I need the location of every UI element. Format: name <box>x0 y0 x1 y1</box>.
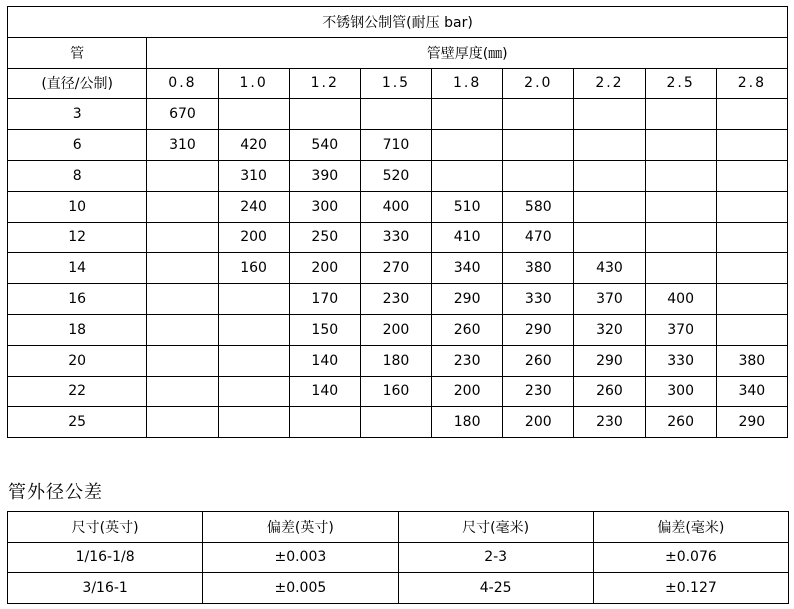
pressure-cell: 230 <box>360 284 431 315</box>
pressure-cell: 400 <box>360 191 431 222</box>
pressure-cell: 420 <box>218 130 289 161</box>
pressure-cell <box>147 222 218 253</box>
diameter-cell: 10 <box>8 191 147 222</box>
pressure-cell <box>218 376 289 407</box>
pressure-cell <box>289 407 360 438</box>
thickness-header: 管壁厚度(㎜) <box>147 37 788 68</box>
pressure-cell: 270 <box>360 253 431 284</box>
pressure-cell <box>147 407 218 438</box>
pressure-cell <box>218 345 289 376</box>
table-row <box>8 99 788 130</box>
tolerance-header-cell: 尺寸(英寸) <box>8 512 203 543</box>
table-row <box>8 345 788 376</box>
pressure-cell: 180 <box>360 345 431 376</box>
thickness-value-cell: 1.0 <box>218 68 289 99</box>
pressure-cell: 340 <box>716 376 787 407</box>
pressure-cell: 410 <box>432 222 503 253</box>
pressure-cell: 330 <box>360 222 431 253</box>
pressure-cell <box>716 191 787 222</box>
pressure-cell <box>645 253 716 284</box>
table-row <box>8 314 788 345</box>
pressure-cell: 330 <box>503 284 574 315</box>
table-row <box>8 130 788 161</box>
section-title: 管外径公差 <box>8 482 103 503</box>
pressure-cell: 200 <box>289 253 360 284</box>
table-row <box>8 160 788 191</box>
table-row <box>8 376 788 407</box>
pressure-cell: 230 <box>503 376 574 407</box>
pressure-cell <box>147 376 218 407</box>
pressure-cell: 260 <box>574 376 645 407</box>
pressure-cell: 290 <box>716 407 787 438</box>
tolerance-header-cell: 偏差(毫米) <box>593 512 788 543</box>
pressure-cell <box>574 99 645 130</box>
table-row <box>8 284 788 315</box>
pressure-cell <box>147 314 218 345</box>
pressure-cell <box>503 130 574 161</box>
pressure-cell <box>218 314 289 345</box>
pressure-cell: 150 <box>289 314 360 345</box>
pressure-cell <box>218 407 289 438</box>
pressure-cell: 200 <box>218 222 289 253</box>
thickness-value-cell: 1.2 <box>289 68 360 99</box>
pressure-cell <box>503 99 574 130</box>
tolerance-cell: 3/16-1 <box>8 573 203 604</box>
pressure-cell <box>503 160 574 191</box>
pressure-cell: 180 <box>432 407 503 438</box>
table-row <box>8 191 788 222</box>
pressure-cell: 330 <box>645 345 716 376</box>
pressure-cell <box>574 160 645 191</box>
pressure-cell <box>574 191 645 222</box>
tolerance-cell: ±0.076 <box>593 542 788 573</box>
pressure-cell: 260 <box>645 407 716 438</box>
header-row <box>8 37 788 68</box>
tolerance-cell: 1/16-1/8 <box>8 542 203 573</box>
pressure-cell: 140 <box>289 345 360 376</box>
pressure-cell <box>716 99 787 130</box>
table-title-row <box>8 7 788 38</box>
diameter-cell: 12 <box>8 222 147 253</box>
table-row <box>8 407 788 438</box>
pressure-cell <box>716 284 787 315</box>
table-row <box>8 222 788 253</box>
pressure-cell: 380 <box>716 345 787 376</box>
pressure-cell <box>432 99 503 130</box>
pressure-cell <box>645 222 716 253</box>
pressure-cell: 370 <box>574 284 645 315</box>
diameter-cell: 8 <box>8 160 147 191</box>
pressure-cell: 300 <box>289 191 360 222</box>
pressure-cell <box>716 130 787 161</box>
thickness-value-cell: 2.5 <box>645 68 716 99</box>
pressure-cell <box>218 284 289 315</box>
tolerance-cell: ±0.127 <box>593 573 788 604</box>
pressure-cell: 710 <box>360 130 431 161</box>
thickness-value-cell: 2.0 <box>503 68 574 99</box>
pressure-cell <box>147 191 218 222</box>
pressure-cell <box>716 160 787 191</box>
pressure-cell <box>716 222 787 253</box>
pressure-cell: 160 <box>360 376 431 407</box>
diameter-cell: 22 <box>8 376 147 407</box>
pressure-cell <box>716 253 787 284</box>
pressure-cell: 290 <box>432 284 503 315</box>
pressure-cell <box>574 222 645 253</box>
pressure-cell: 390 <box>289 160 360 191</box>
thickness-value-cell: 2.2 <box>574 68 645 99</box>
tolerance-header-cell: 尺寸(毫米) <box>398 512 593 543</box>
pressure-cell <box>645 99 716 130</box>
table-row <box>8 542 789 573</box>
pressure-cell <box>360 407 431 438</box>
diameter-cell: 3 <box>8 99 147 130</box>
diameter-cell: 6 <box>8 130 147 161</box>
pressure-table <box>7 6 788 438</box>
pressure-cell: 520 <box>360 160 431 191</box>
pressure-cell <box>218 99 289 130</box>
thickness-values-row <box>8 68 788 99</box>
thickness-value-cell: 1.5 <box>360 68 431 99</box>
table-row <box>8 573 789 604</box>
pressure-cell: 260 <box>503 345 574 376</box>
pressure-cell: 380 <box>503 253 574 284</box>
pressure-cell: 540 <box>289 130 360 161</box>
pressure-cell: 290 <box>574 345 645 376</box>
pressure-cell: 200 <box>360 314 431 345</box>
pressure-cell: 170 <box>289 284 360 315</box>
pressure-cell: 310 <box>218 160 289 191</box>
pressure-cell <box>432 130 503 161</box>
pressure-cell: 370 <box>645 314 716 345</box>
pressure-cell: 580 <box>503 191 574 222</box>
tolerance-cell: 2-3 <box>398 542 593 573</box>
pressure-cell <box>360 99 431 130</box>
pressure-cell: 470 <box>503 222 574 253</box>
pressure-cell: 400 <box>645 284 716 315</box>
pressure-cell <box>289 99 360 130</box>
tolerance-cell: ±0.005 <box>203 573 398 604</box>
thickness-value-cell: 2.8 <box>716 68 787 99</box>
diameter-cell: 14 <box>8 253 147 284</box>
pressure-cell <box>574 130 645 161</box>
pressure-cell: 320 <box>574 314 645 345</box>
pressure-cell: 200 <box>503 407 574 438</box>
pressure-cell: 310 <box>147 130 218 161</box>
pressure-cell: 140 <box>289 376 360 407</box>
tolerance-header-cell: 偏差(英寸) <box>203 512 398 543</box>
pressure-cell <box>716 314 787 345</box>
pressure-cell: 250 <box>289 222 360 253</box>
tolerance-header-row <box>8 512 789 543</box>
tolerance-table <box>7 511 789 604</box>
pressure-cell: 230 <box>574 407 645 438</box>
pressure-cell <box>645 191 716 222</box>
pressure-cell <box>147 284 218 315</box>
pressure-cell: 510 <box>432 191 503 222</box>
diameter-cell: 25 <box>8 407 147 438</box>
pressure-cell: 670 <box>147 99 218 130</box>
table-title: 不锈钢公制管(耐压 bar) <box>8 7 788 38</box>
thickness-value-cell: 1.8 <box>432 68 503 99</box>
diameter-cell: 20 <box>8 345 147 376</box>
table-row <box>8 253 788 284</box>
pressure-cell: 290 <box>503 314 574 345</box>
pressure-cell: 430 <box>574 253 645 284</box>
row-header-top: 管 <box>8 37 147 68</box>
thickness-value-cell: 0.8 <box>147 68 218 99</box>
pressure-cell <box>645 160 716 191</box>
pressure-cell: 300 <box>645 376 716 407</box>
pressure-cell <box>147 160 218 191</box>
pressure-cell: 260 <box>432 314 503 345</box>
pressure-cell: 240 <box>218 191 289 222</box>
pressure-cell <box>147 345 218 376</box>
diameter-cell: 16 <box>8 284 147 315</box>
pressure-cell: 340 <box>432 253 503 284</box>
tolerance-cell: 4-25 <box>398 573 593 604</box>
pressure-cell <box>432 160 503 191</box>
tolerance-cell: ±0.003 <box>203 542 398 573</box>
pressure-cell: 200 <box>432 376 503 407</box>
pressure-cell <box>147 253 218 284</box>
pressure-cell: 160 <box>218 253 289 284</box>
diameter-cell: 18 <box>8 314 147 345</box>
row-header-bottom: (直径/公制) <box>8 68 147 99</box>
pressure-cell <box>645 130 716 161</box>
pressure-cell: 230 <box>432 345 503 376</box>
